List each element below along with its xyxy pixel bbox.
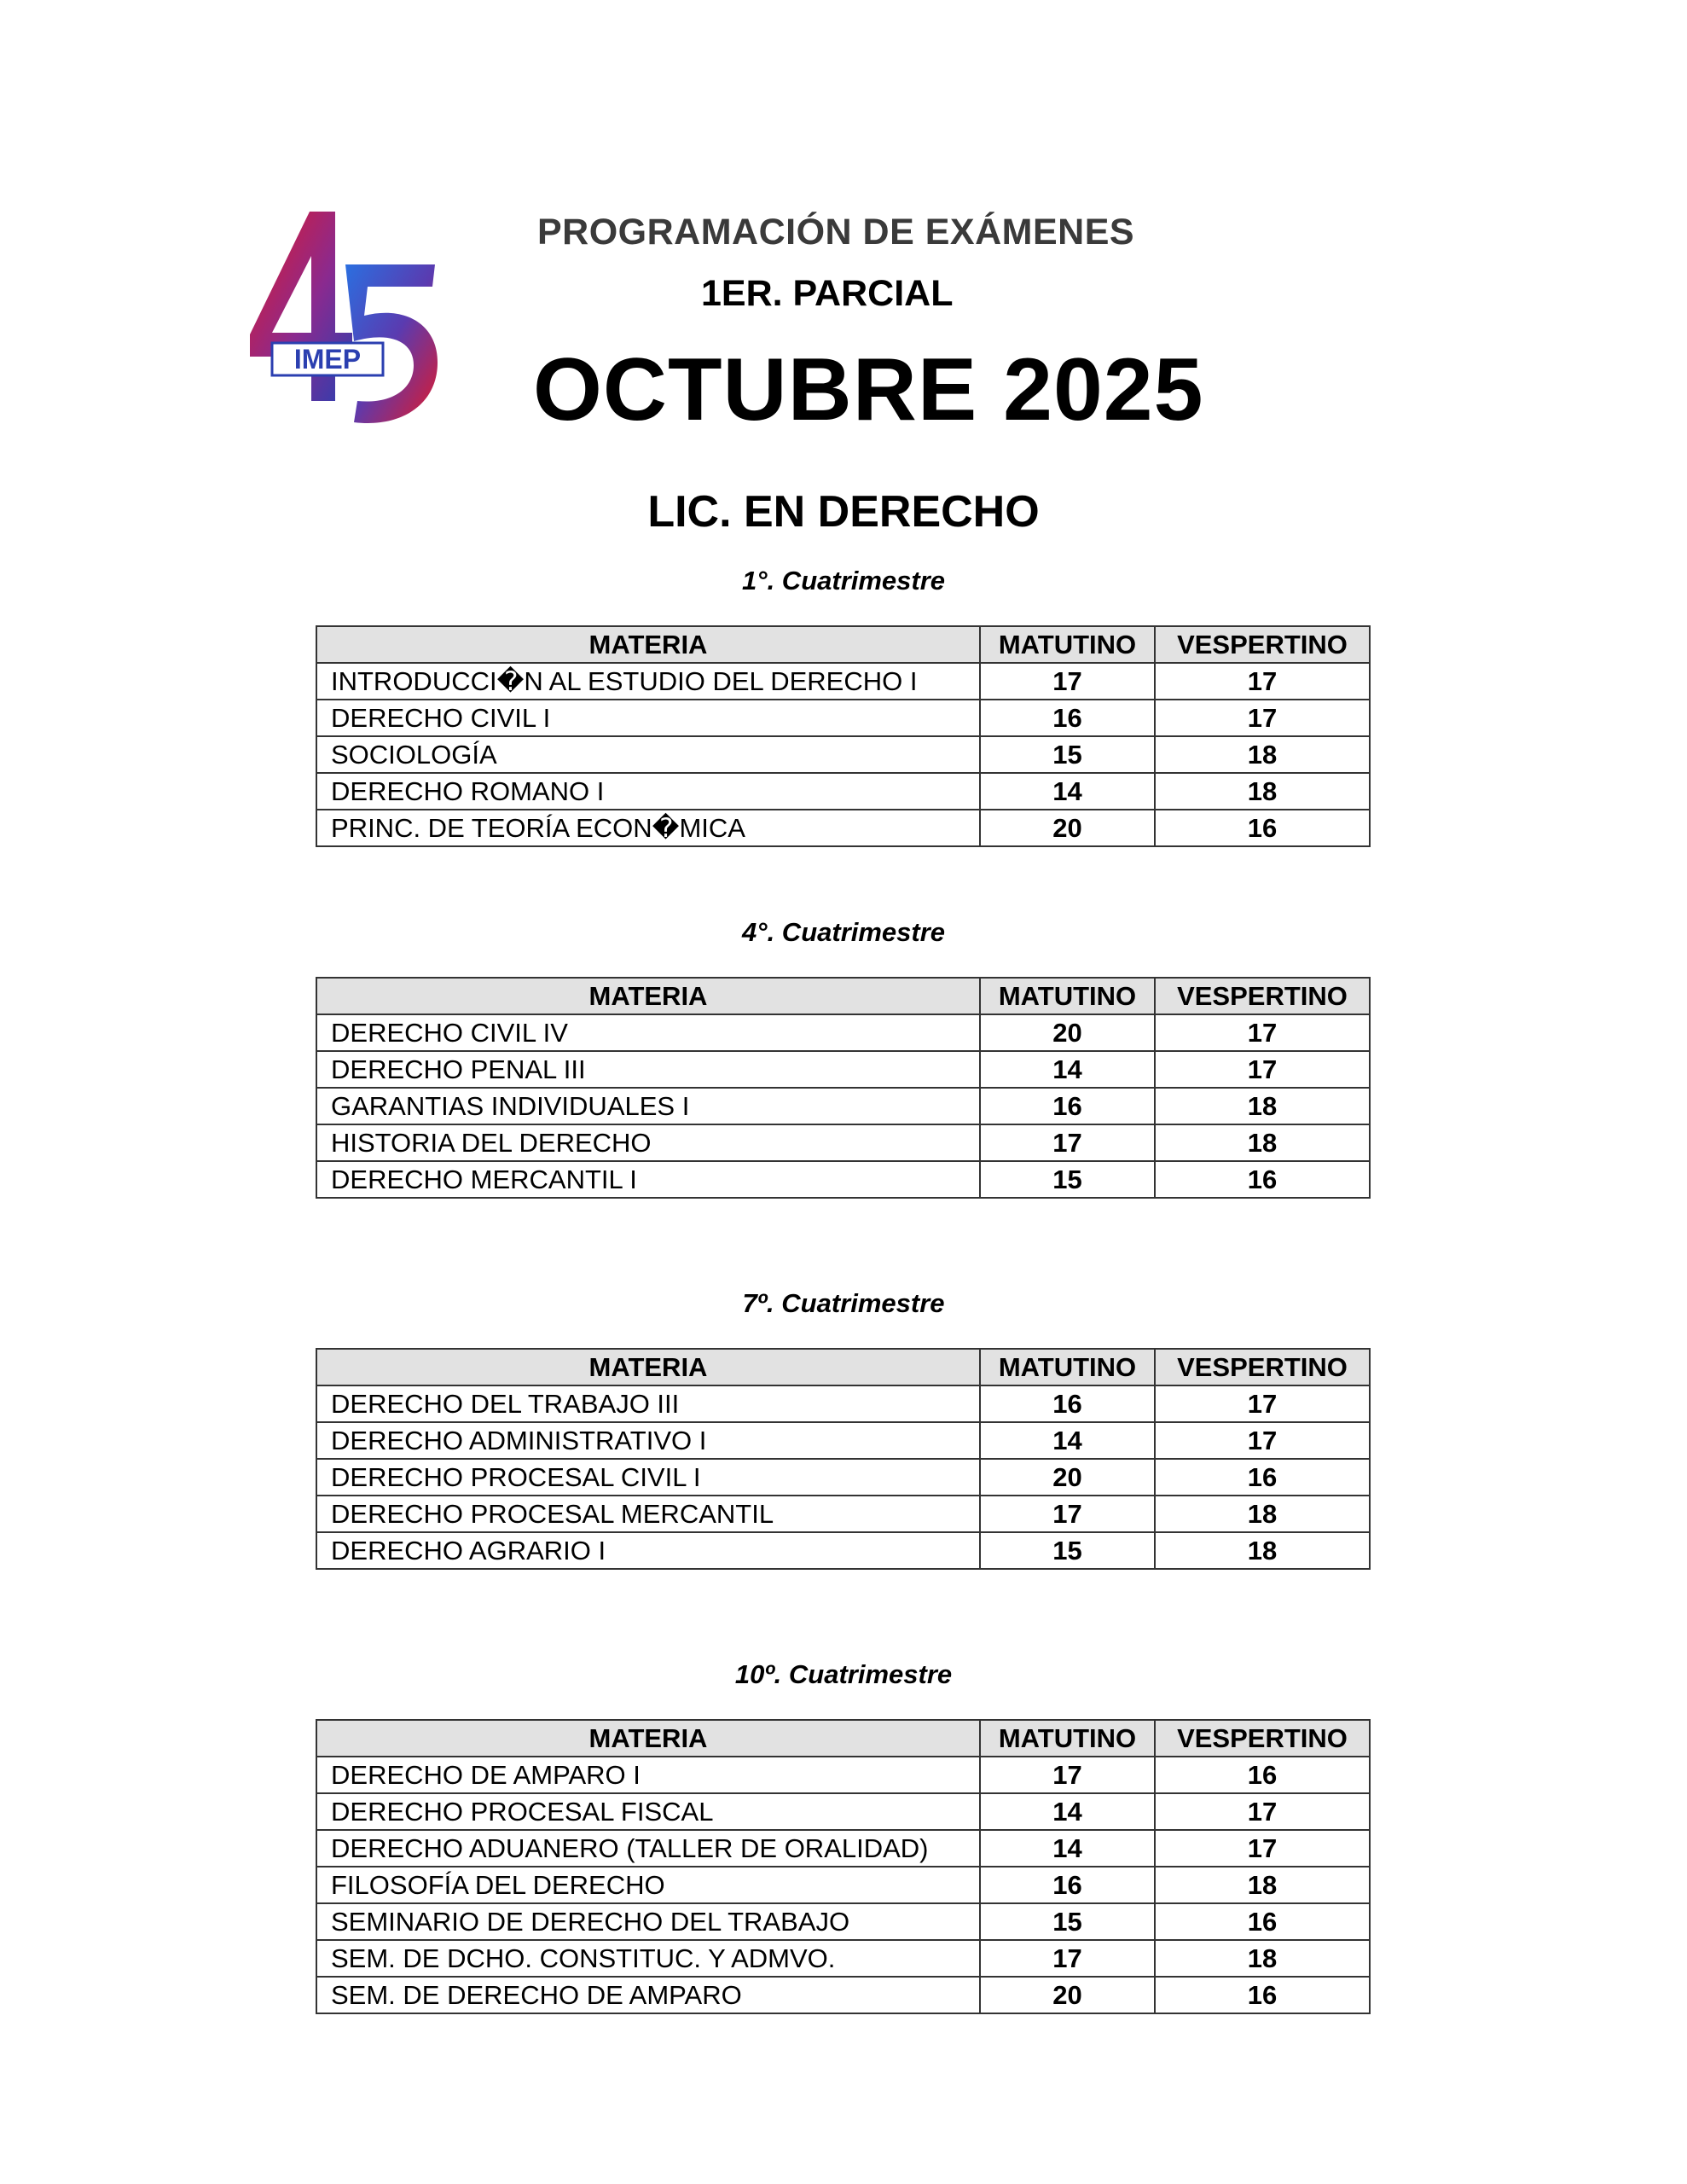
matutino-cell: 15 [980, 1903, 1155, 1940]
matutino-cell: 16 [980, 1867, 1155, 1903]
col-header-vespertino: VESPERTINO [1155, 978, 1370, 1014]
vespertino-cell: 17 [1155, 1830, 1370, 1867]
matutino-cell: 14 [980, 1793, 1155, 1830]
table-row [316, 1161, 1370, 1198]
vespertino-cell: 17 [1155, 1385, 1370, 1422]
vespertino-cell: 18 [1155, 736, 1370, 773]
table-header-row [316, 626, 1370, 663]
vespertino-cell: 16 [1155, 1757, 1370, 1793]
vespertino-cell: 18 [1155, 1496, 1370, 1532]
vespertino-cell: 18 [1155, 1124, 1370, 1161]
matutino-cell: 14 [980, 1830, 1155, 1867]
exam-table [316, 1719, 1371, 2014]
matutino-cell: 15 [980, 1161, 1155, 1198]
materia-cell: DERECHO ROMANO I [316, 773, 980, 810]
table-header-row [316, 1349, 1370, 1385]
materia-cell: DERECHO CIVIL I [316, 700, 980, 736]
matutino-cell: 20 [980, 1014, 1155, 1051]
vespertino-cell: 17 [1155, 1422, 1370, 1459]
col-header-matutino: MATUTINO [980, 1349, 1155, 1385]
vespertino-cell: 16 [1155, 1459, 1370, 1496]
col-header-materia: MATERIA [316, 626, 980, 663]
section-title: 1°. Cuatrimestre [741, 566, 946, 595]
exam-table [316, 977, 1371, 1199]
table-row [316, 1496, 1370, 1532]
col-header-materia: MATERIA [316, 1720, 980, 1757]
matutino-cell: 14 [980, 1422, 1155, 1459]
matutino-cell: 15 [980, 1532, 1155, 1569]
materia-cell: DERECHO PROCESAL MERCANTIL [316, 1496, 980, 1532]
table-row [316, 1940, 1370, 1977]
exam-table [316, 625, 1371, 847]
table-header-row [316, 978, 1370, 1014]
doc-period: OCTUBRE 2025 [533, 340, 1204, 439]
vespertino-cell: 18 [1155, 1940, 1370, 1977]
col-header-matutino: MATUTINO [980, 978, 1155, 1014]
exam-table [316, 1348, 1371, 1570]
matutino-cell: 17 [980, 1124, 1155, 1161]
col-header-vespertino: VESPERTINO [1155, 1349, 1370, 1385]
materia-cell: DERECHO DE AMPARO I [316, 1757, 980, 1793]
matutino-cell: 17 [980, 1496, 1155, 1532]
matutino-cell: 17 [980, 1757, 1155, 1793]
table-row [316, 1757, 1370, 1793]
col-header-vespertino: VESPERTINO [1155, 626, 1370, 663]
table-row [316, 1793, 1370, 1830]
vespertino-cell: 18 [1155, 1088, 1370, 1124]
matutino-cell: 20 [980, 810, 1155, 846]
materia-cell: DERECHO ADUANERO (TALLER DE ORALIDAD) [316, 1830, 980, 1867]
col-header-vespertino: VESPERTINO [1155, 1720, 1370, 1757]
table-row [316, 1014, 1370, 1051]
table-row [316, 1867, 1370, 1903]
vespertino-cell: 16 [1155, 1977, 1370, 2013]
table-header-row [316, 1720, 1370, 1757]
table-row [316, 1422, 1370, 1459]
materia-cell: FILOSOFÍA DEL DERECHO [316, 1867, 980, 1903]
section-title: 4°. Cuatrimestre [741, 917, 946, 947]
vespertino-cell: 17 [1155, 1051, 1370, 1088]
section-title: 10º. Cuatrimestre [734, 1659, 953, 1689]
materia-cell: HISTORIA DEL DERECHO [316, 1124, 980, 1161]
vespertino-cell: 18 [1155, 1867, 1370, 1903]
table-row [316, 1903, 1370, 1940]
materia-cell: SEM. DE DERECHO DE AMPARO [316, 1977, 980, 2013]
col-header-materia: MATERIA [316, 978, 980, 1014]
materia-cell: DERECHO DEL TRABAJO III [316, 1385, 980, 1422]
table-row [316, 773, 1370, 810]
table-row [316, 736, 1370, 773]
table-row [316, 1051, 1370, 1088]
table-row [316, 700, 1370, 736]
matutino-cell: 14 [980, 1051, 1155, 1088]
matutino-cell: 14 [980, 773, 1155, 810]
matutino-cell: 20 [980, 1459, 1155, 1496]
table-row [316, 810, 1370, 846]
materia-cell: DERECHO MERCANTIL I [316, 1161, 980, 1198]
materia-cell: SEM. DE DCHO. CONSTITUC. Y ADMVO. [316, 1940, 980, 1977]
vespertino-cell: 17 [1155, 1793, 1370, 1830]
vespertino-cell: 16 [1155, 1161, 1370, 1198]
matutino-cell: 17 [980, 1940, 1155, 1977]
materia-cell: PRINC. DE TEORÍA ECON�MICA [316, 810, 980, 846]
vespertino-cell: 17 [1155, 700, 1370, 736]
materia-cell: DERECHO ADMINISTRATIVO I [316, 1422, 980, 1459]
table-row [316, 1088, 1370, 1124]
materia-cell: DERECHO CIVIL IV [316, 1014, 980, 1051]
materia-cell: SEMINARIO DE DERECHO DEL TRABAJO [316, 1903, 980, 1940]
materia-cell: GARANTIAS INDIVIDUALES I [316, 1088, 980, 1124]
matutino-cell: 15 [980, 736, 1155, 773]
table-row [316, 1385, 1370, 1422]
matutino-cell: 20 [980, 1977, 1155, 2013]
program-title: LIC. EN DERECHO [647, 487, 1040, 537]
vespertino-cell: 16 [1155, 1903, 1370, 1940]
table-row [316, 1124, 1370, 1161]
doc-heading: PROGRAMACIÓN DE EXÁMENES [537, 212, 1135, 253]
col-header-matutino: MATUTINO [980, 1720, 1155, 1757]
logo-wordmark: IMEP [293, 344, 362, 375]
vespertino-cell: 16 [1155, 810, 1370, 846]
materia-cell: DERECHO AGRARIO I [316, 1532, 980, 1569]
vespertino-cell: 18 [1155, 773, 1370, 810]
matutino-cell: 16 [980, 1088, 1155, 1124]
section-title: 7º. Cuatrimestre [742, 1288, 945, 1318]
table-row [316, 663, 1370, 700]
col-header-materia: MATERIA [316, 1349, 980, 1385]
vespertino-cell: 17 [1155, 1014, 1370, 1051]
table-row [316, 1532, 1370, 1569]
matutino-cell: 16 [980, 1385, 1155, 1422]
materia-cell: SOCIOLOGÍA [316, 736, 980, 773]
materia-cell: DERECHO PROCESAL CIVIL I [316, 1459, 980, 1496]
imep-45-logo [243, 205, 448, 427]
vespertino-cell: 18 [1155, 1532, 1370, 1569]
table-row [316, 1977, 1370, 2013]
doc-subheading: 1ER. PARCIAL [701, 273, 954, 314]
materia-cell: DERECHO PROCESAL FISCAL [316, 1793, 980, 1830]
matutino-cell: 16 [980, 700, 1155, 736]
matutino-cell: 17 [980, 663, 1155, 700]
vespertino-cell: 17 [1155, 663, 1370, 700]
col-header-matutino: MATUTINO [980, 626, 1155, 663]
materia-cell: INTRODUCCI�N AL ESTUDIO DEL DERECHO I [316, 663, 980, 700]
materia-cell: DERECHO PENAL III [316, 1051, 980, 1088]
table-row [316, 1459, 1370, 1496]
table-row [316, 1830, 1370, 1867]
